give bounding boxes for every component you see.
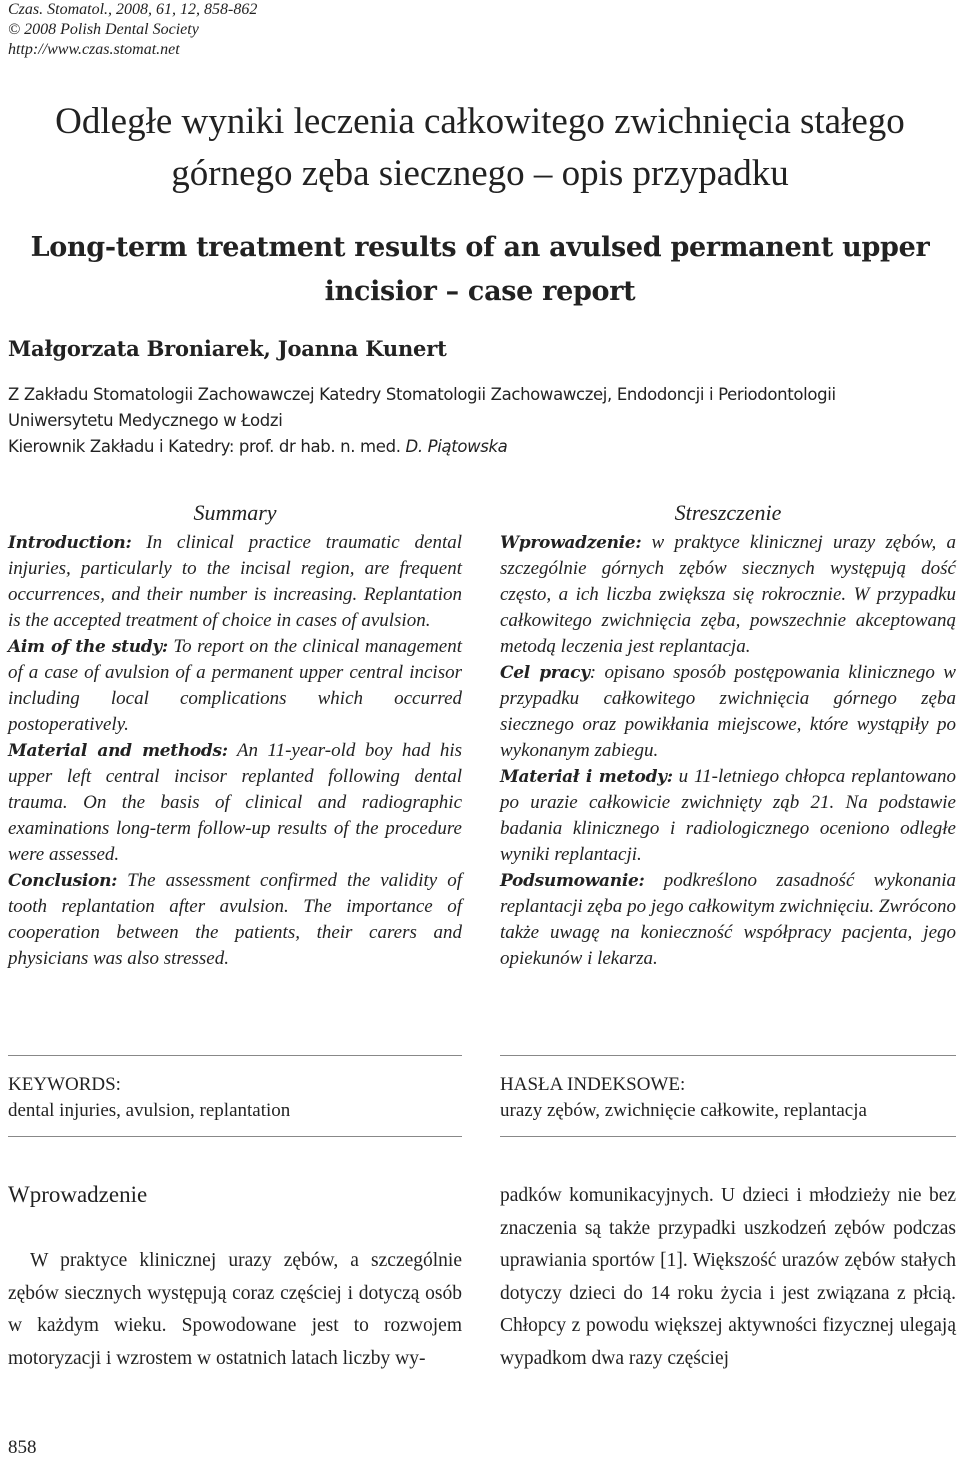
keywords-colon: : <box>115 1074 121 1095</box>
affiliation-line-3 <box>8 434 958 460</box>
affiliation-line-2: Uniwersytetu Medycznego w Łodzi <box>8 411 283 430</box>
keywords-top-rule <box>8 1055 462 1056</box>
affiliation-line-1: Z Zakładu Stomatologii Zachowawczej Katedry Stomatologii Zachowawczej, Endodoncji i Periodontologii <box>8 385 836 404</box>
summary-conclusion-label: Conclusion: <box>8 871 118 891</box>
streszczenie-intro-text: w praktyce klinicznej urazy zębów, a szczególnie górnych zębów siecznych występują dość często, a ich liczba zwiększa się rokrocznie. W przypadku całkowitego zwichnięcia zęba, powszechnie akceptowaną metodą leczenia jest replantacja. <box>500 532 956 657</box>
affiliation <box>8 382 958 460</box>
journal-header <box>8 0 257 60</box>
summary-aim-text: To report on the clinical management of a case of avulsion of a permanent upper central incisor including local complications which occurred postoperatively. <box>8 636 463 735</box>
authors: Małgorzata Broniarek, Joanna Kunert <box>8 336 447 361</box>
title-english-line-1: Long-term treatment results of an avulsed permanent upper <box>30 232 930 263</box>
title-english-line-2: incisior – case report <box>324 276 636 307</box>
streszczenie-methods-label: Materiał i metody: <box>500 767 673 787</box>
streszczenie-body <box>500 530 956 972</box>
section-left-column <box>8 1245 462 1375</box>
keywords-text: dental injuries, avulsion, replantation <box>8 1100 291 1121</box>
summary-aim <box>8 634 462 738</box>
streszczenie-heading: Streszczenie <box>674 500 782 525</box>
keywords-bottom-rule <box>8 1136 462 1137</box>
streszczenie-aim-text: : opisano sposób postępowania klinicznego w przypadku całkowitego zwichnięcia górnego zęba siecznego oraz powikłania miejscowe, które wystąpiły po wykonanym zabiegu. <box>500 662 956 761</box>
summary-intro-text: In clinical practice traumatic dental injuries, particularly to the incisal region, are frequent occurrences, and their number is increasing. Replantation is the accepted treatment of choice in cases of avulsion. <box>8 532 462 631</box>
journal-url[interactable]: http://www.czas.stomat.net <box>8 41 180 58</box>
streszczenie-methods-text: u 11-letniego chłopca replantowano po urazie całkowicie zwichnięty ząb 21. Na podstawie badania klinicznego i radiologicznego oceniono odległe wyniki replantacji. <box>500 766 956 865</box>
title-polish <box>0 96 960 200</box>
head-name: D. Piątowska <box>405 437 508 456</box>
section-heading: Wprowadzenie <box>8 1182 148 1207</box>
summary-introduction <box>8 530 462 634</box>
hasla-label: HASŁA INDEKSOWE <box>500 1074 680 1095</box>
hasla-top-rule <box>500 1055 956 1056</box>
keywords-label: KEYWORDS <box>8 1074 116 1095</box>
copyright-line: © 2008 Polish Dental Society <box>8 21 199 38</box>
summary-aim-label: Aim of the study: <box>8 637 168 657</box>
hasla-block <box>500 1072 956 1124</box>
section-right-column <box>500 1180 956 1376</box>
streszczenie-summary-text: podkreślono zasadność wykonania replantacji zęba po jego całkowitym zwichnięciu. Zwrócono także uwagę na konieczność współpracy pacjenta, jego opiekunów i lekarza. <box>500 870 956 969</box>
section-right-paragraph: padków komunikacyjnych. U dzieci i młodzieży nie bez znaczenia są także przypadki uszkodzeń zębów podczas uprawiania sportów [1]. Większość urazów zębów stałych dotyczy dzieci do 14 roku życia i jest związana z płcią. Chłopcy z powodu większej aktywności fizycznej ulegają wypadkom dwa razy częściej <box>500 1185 956 1369</box>
title-english <box>0 226 960 314</box>
hasla-colon: : <box>679 1074 686 1095</box>
head-title: Kierownik Zakładu i Katedry: prof. dr hab. n. med. <box>8 437 406 456</box>
page-number: 858 <box>8 1437 37 1458</box>
streszczenie-methods <box>500 764 956 868</box>
citation-line: Czas. Stomatol., 2008, 61, 12, 858-862 <box>8 1 258 18</box>
streszczenie-aim <box>500 660 956 764</box>
summary-methods-label: Material and methods: <box>8 741 228 761</box>
keywords-label-line <box>8 1072 462 1098</box>
summary-conclusion <box>8 868 462 972</box>
streszczenie-intro-label: Wprowadzenie: <box>500 533 642 553</box>
streszczenie-aim-label: Cel pracy <box>500 663 590 683</box>
streszczenie-introduction <box>500 530 956 660</box>
streszczenie-summary <box>500 868 956 972</box>
summary-conclusion-text: The assessment confirmed the validity of tooth replantation after avulsion. The importance of cooperation between the patients, their carers and physicians was also stressed. <box>8 870 462 969</box>
summary-intro-label: Introduction: <box>8 533 132 553</box>
hasla-bottom-rule <box>500 1136 956 1137</box>
keywords-block <box>8 1072 462 1124</box>
summary-methods-text: An 11-year-old boy had his upper left central incisor replanted following dental trauma. On the basis of clinical and radiographic examinations long-term follow-up results of the procedure were assessed. <box>8 740 462 865</box>
section-left-paragraph: W praktyce klinicznej urazy zębów, a szczególnie zębów siecznych występują coraz częściej i dotyczą osób w każdym wieku. Spowodowane jest to rozwojem motoryzacji i wzrostem w ostatnich latach liczby wy- <box>8 1250 462 1369</box>
streszczenie-summary-label: Podsumowanie: <box>500 871 645 891</box>
hasla-text: urazy zębów, zwichnięcie całkowite, replantacja <box>500 1100 867 1121</box>
title-polish-line-1: Odległe wyniki leczenia całkowitego zwichnięcia stałego <box>55 101 905 142</box>
summary-methods <box>8 738 462 868</box>
title-polish-line-2: górnego zęba siecznego – opis przypadku <box>171 153 789 194</box>
summary-body <box>8 530 462 972</box>
hasla-label-line <box>500 1072 956 1098</box>
summary-heading: Summary <box>193 500 277 525</box>
